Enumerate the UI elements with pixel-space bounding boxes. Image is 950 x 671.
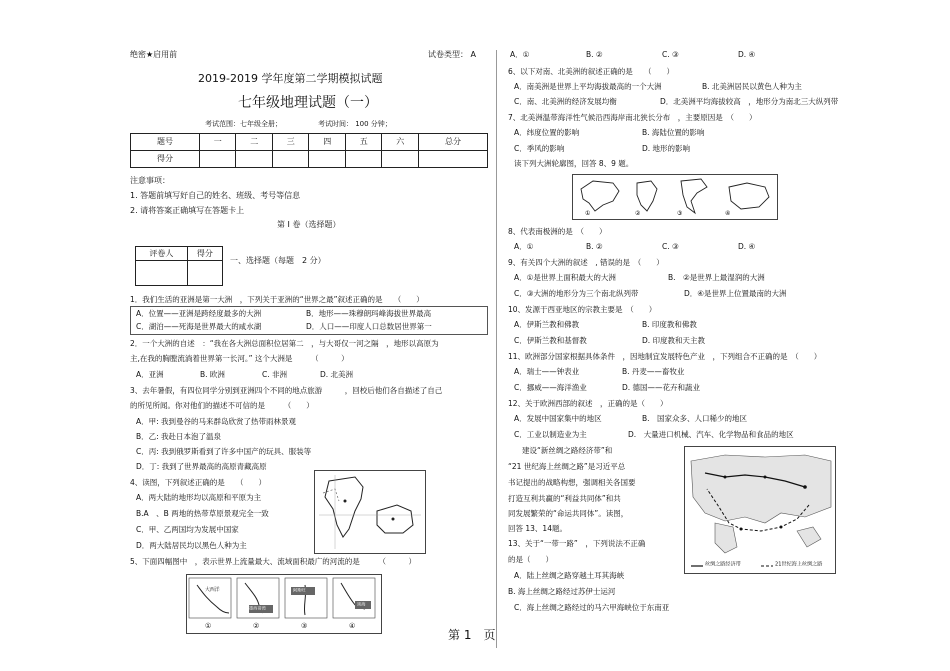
- table-cell: 六: [382, 134, 419, 151]
- question-8: 8、代表南极洲的是 （ ）: [508, 227, 607, 236]
- page-number: 第 1 页: [448, 628, 496, 642]
- option-c[interactable]: C．甲、乙两国均为发展中国家: [136, 525, 239, 534]
- continents-map-figure: [314, 470, 426, 554]
- question-10: 10、发源于西亚地区的宗教主要是 （ ）: [508, 305, 657, 314]
- option-b[interactable]: B. 欧洲: [200, 370, 225, 379]
- option-d[interactable]: D. 印度教和天主教: [642, 336, 706, 345]
- option-c[interactable]: C．南、北美洲的经济发展均衡: [514, 97, 617, 106]
- question-4: 4、读图，下列叙述正确的是 （ ）: [130, 478, 267, 487]
- table-cell: 总分: [418, 134, 487, 151]
- option-c[interactable]: C．工业以制造业为主: [514, 430, 587, 439]
- score-input-cell[interactable]: [382, 151, 419, 168]
- legend-maritime-road: 21世纪海上丝绸之路: [775, 561, 823, 567]
- africa-australia-map: [315, 471, 425, 553]
- option-a[interactable]: A．南美洲是世界上平均海拔最高的一个大洲: [514, 82, 662, 91]
- river-number: ②: [253, 622, 260, 630]
- river-label: 阿斯旺: [293, 588, 306, 593]
- table-cell: 四: [309, 134, 346, 151]
- paper-title: 七年级地理试题（一）: [238, 95, 378, 111]
- question-13-line2: 的是（ ）: [508, 555, 553, 564]
- option-a[interactable]: A．两大陆的地形均以高原和平原为主: [136, 493, 262, 502]
- option-a[interactable]: A．①: [510, 50, 530, 59]
- option-c[interactable]: C．湖泊——死海是世界最大的咸水湖: [136, 322, 262, 331]
- grader-score-label: 得分: [187, 247, 222, 261]
- question-7: 7、北美洲温带海洋性气候沿西海岸南北狭长分布 ，主要原因是 （ ）: [508, 113, 757, 122]
- note-item: 1. 答题前填写好自己的姓名、班级、考号等信息: [130, 191, 301, 200]
- continent-outlines: [573, 175, 777, 219]
- score-input-cell[interactable]: [199, 151, 236, 168]
- option-a[interactable]: A．发展中国家集中的地区: [514, 414, 602, 423]
- option-b[interactable]: B. 北美洲居民以黄色人种为主: [702, 82, 802, 91]
- passage-line: 建设“新丝绸之路经济带”和: [522, 446, 613, 455]
- volume-heading: 第 Ⅰ 卷（选择题）: [277, 220, 341, 229]
- question-2-line1: 2．一个大洲的自述 ：“我在各大洲总面积位居第二 ，与大哥仅一河之隔 ，地形以高原为: [130, 339, 439, 348]
- question-12: 12、关于欧洲西部的叙述 ，正确的是（ ）: [508, 399, 668, 408]
- option-b[interactable]: B.A 、B 两地的热带草原景观完全一致: [136, 509, 269, 518]
- table-cell: 三: [272, 134, 309, 151]
- passage-line: 回答 13、14题。: [508, 524, 567, 533]
- score-input-cell[interactable]: [345, 151, 382, 168]
- reviewer-cell[interactable]: [136, 261, 188, 286]
- note-item: 2. 请将答案正确填写在答题卡上: [130, 206, 245, 215]
- continent-outlines-figure: [572, 174, 778, 220]
- river-number: ①: [205, 622, 212, 630]
- question-3-line1: 3、去年暑假，有四位同学分别到亚洲四个不同的地点旅游 ，回校后他们各自描述了自己: [130, 386, 443, 395]
- question-11: 11、欧洲部分国家根据具体条件 ，因地制宜发展特色产业 ，下列组合不正确的是 （ ）: [508, 352, 822, 361]
- svg-text:④: ④: [725, 210, 731, 217]
- option-a[interactable]: A．陆上丝绸之路穿越土耳其海峡: [514, 571, 625, 580]
- grader-table: [135, 246, 223, 286]
- passage-line: 同发展繁荣的“命运共同体”。读图，: [508, 509, 629, 518]
- option-c[interactable]: C．挪威——海洋渔业: [514, 383, 587, 392]
- question-9: 9、有关四个大洲的叙述 , 错误的是 （ ）: [508, 258, 664, 267]
- score-input-cell[interactable]: [272, 151, 309, 168]
- table-cell: 题号: [131, 134, 200, 151]
- question-13-line1: 13、关于“一带一路” ，下列说法不正确: [508, 539, 646, 548]
- option-b[interactable]: B．乙: 我赴日本泡了温泉: [136, 432, 222, 441]
- table-cell: 得分: [131, 151, 200, 168]
- question-1: 1．我们生活的亚洲是第一大洲 ，下列关于亚洲的“世界之最”叙述正确的是 （ ）: [130, 295, 424, 304]
- passage-line: “21 世纪海上丝绸之路”是习近平总: [508, 462, 626, 471]
- option-b[interactable]: B. 丹麦——畜牧业: [622, 367, 685, 376]
- score-input-cell[interactable]: [236, 151, 273, 168]
- option-a[interactable]: A．瑞士——钟表业: [514, 367, 580, 376]
- option-a[interactable]: A．①: [514, 242, 534, 251]
- option-d[interactable]: D．北美洲平均海拔较高 ，地形分为南北三大纵列带: [660, 97, 839, 106]
- option-d[interactable]: D．人口——印度人口总数居世界第一: [306, 322, 432, 331]
- table-cell: 二: [236, 134, 273, 151]
- option-c[interactable]: C. ③: [662, 242, 679, 251]
- option-b[interactable]: B. ②: [586, 242, 603, 251]
- reading-prompt: 读下列大洲轮廓图，回答 8、9 题。: [514, 159, 634, 168]
- option-a[interactable]: A．甲: 我到曼谷的马来群岛欣赏了热带雨林景观: [136, 417, 297, 426]
- secret-label: 绝密★启用前: [130, 50, 178, 59]
- river-label: 大西洋: [205, 587, 220, 593]
- option-a[interactable]: A．伊斯兰教和佛教: [514, 320, 580, 329]
- rivers-figure: [186, 574, 382, 634]
- grader-score-cell[interactable]: [187, 261, 222, 286]
- question-6: 6、以下对南、北美洲的叙述正确的是 （ ）: [508, 67, 675, 76]
- option-b[interactable]: B. ②: [586, 50, 603, 59]
- option-c[interactable]: C．季风的影响: [514, 144, 565, 153]
- score-table: [130, 133, 488, 168]
- option-d[interactable]: D. 北美洲: [320, 370, 354, 379]
- option-a[interactable]: A．亚洲: [136, 370, 164, 379]
- option-a[interactable]: A．位置——亚洲是跨经度最多的大洲: [136, 309, 262, 318]
- legend-silk-road-belt: 丝绸之路经济带: [705, 561, 741, 567]
- option-d[interactable]: D. ④: [738, 242, 756, 251]
- option-c[interactable]: C．③大洲的地形分为三个南北纵列带: [514, 289, 639, 298]
- table-cell: 五: [345, 134, 382, 151]
- question-3-line2: 的所见所闻。你对他们的描述不可信的是 （ ）: [130, 401, 314, 410]
- passage-line: 打造互利共赢的“利益共同体”和共: [508, 494, 621, 503]
- score-table-score-row: [131, 151, 488, 168]
- option-d[interactable]: D. 德国——花卉和蔬业: [622, 383, 701, 392]
- section-heading: 一、选择题（每题 2 分）: [230, 256, 326, 265]
- option-d[interactable]: D. 地形的影响: [642, 144, 691, 153]
- exam-time: 考试时间： 100 分钟；: [318, 120, 392, 128]
- svg-text:③: ③: [677, 210, 683, 217]
- option-d[interactable]: D. 大量进口机械、汽车、化学物品和食品的地区: [628, 430, 794, 439]
- option-d[interactable]: D．丁: 我到了世界最高的高原青藏高原: [136, 462, 267, 471]
- question-2-line2: 主,在我的胸膛流淌着世界第一长河。” 这个大洲是 （ ）: [130, 354, 349, 363]
- option-c[interactable]: C．伊斯兰教和基督教: [514, 336, 587, 345]
- river-label: 墨西哥湾: [249, 606, 266, 611]
- option-b[interactable]: B. 海陆位置的影响: [642, 128, 705, 137]
- option-b[interactable]: B. 国家众多、人口稀少的地区: [642, 414, 748, 423]
- reviewer-label: 评卷人: [136, 247, 188, 261]
- paper-type: 试卷类型： A: [428, 50, 477, 59]
- option-d[interactable]: D．两大陆居民均以黑色人种为主: [136, 541, 247, 550]
- exam-title: 2019-2019 学年度第二学期模拟试题: [198, 72, 383, 85]
- option-a[interactable]: A．①是世界上面积最大的大洲: [514, 273, 616, 282]
- river-label: 黑海: [357, 602, 366, 607]
- option-b[interactable]: B. 海上丝绸之路经过苏伊士运河: [508, 587, 616, 596]
- score-input-cell[interactable]: [309, 151, 346, 168]
- river-number: ③: [301, 622, 308, 630]
- option-a[interactable]: A．纬度位置的影响: [514, 128, 580, 137]
- question-5: 5、下面四幅图中 ，表示世界上流量最大、流域面积最广的河流的是 （ ）: [130, 557, 417, 566]
- table-cell: 一: [199, 134, 236, 151]
- option-c[interactable]: C．丙: 我到俄罗斯看到了许多中国产的玩具、服装等: [136, 447, 312, 456]
- svg-text:②: ②: [635, 210, 641, 217]
- option-b[interactable]: B．地形——珠穆朗玛峰海拔世界最高: [306, 309, 432, 318]
- svg-text:①: ①: [585, 210, 591, 217]
- option-d[interactable]: D．④是世界上位置最南的大洲: [684, 289, 787, 298]
- notes-heading: 注意事项：: [130, 176, 170, 185]
- belt-and-road-map: [684, 446, 836, 574]
- score-input-cell[interactable]: [418, 151, 487, 168]
- column-divider: [496, 50, 497, 648]
- silk-road-map: [685, 447, 835, 557]
- passage-line: 书记提出的战略构想，强调相关各国要: [508, 478, 636, 487]
- option-b[interactable]: B. 印度教和佛教: [642, 320, 697, 329]
- option-c[interactable]: C. 非洲: [262, 370, 288, 379]
- option-b[interactable]: B. ②是世界上最湿润的大洲: [668, 273, 765, 282]
- option-c[interactable]: C．海上丝绸之路经过的马六甲海峡位于东南亚: [514, 603, 670, 612]
- option-d[interactable]: D. ④: [738, 50, 756, 59]
- option-c[interactable]: C. ③: [662, 50, 679, 59]
- score-table-header-row: [131, 134, 488, 151]
- river-number: ④: [349, 622, 356, 630]
- exam-range: 考试范围：七年级全册；: [205, 120, 282, 128]
